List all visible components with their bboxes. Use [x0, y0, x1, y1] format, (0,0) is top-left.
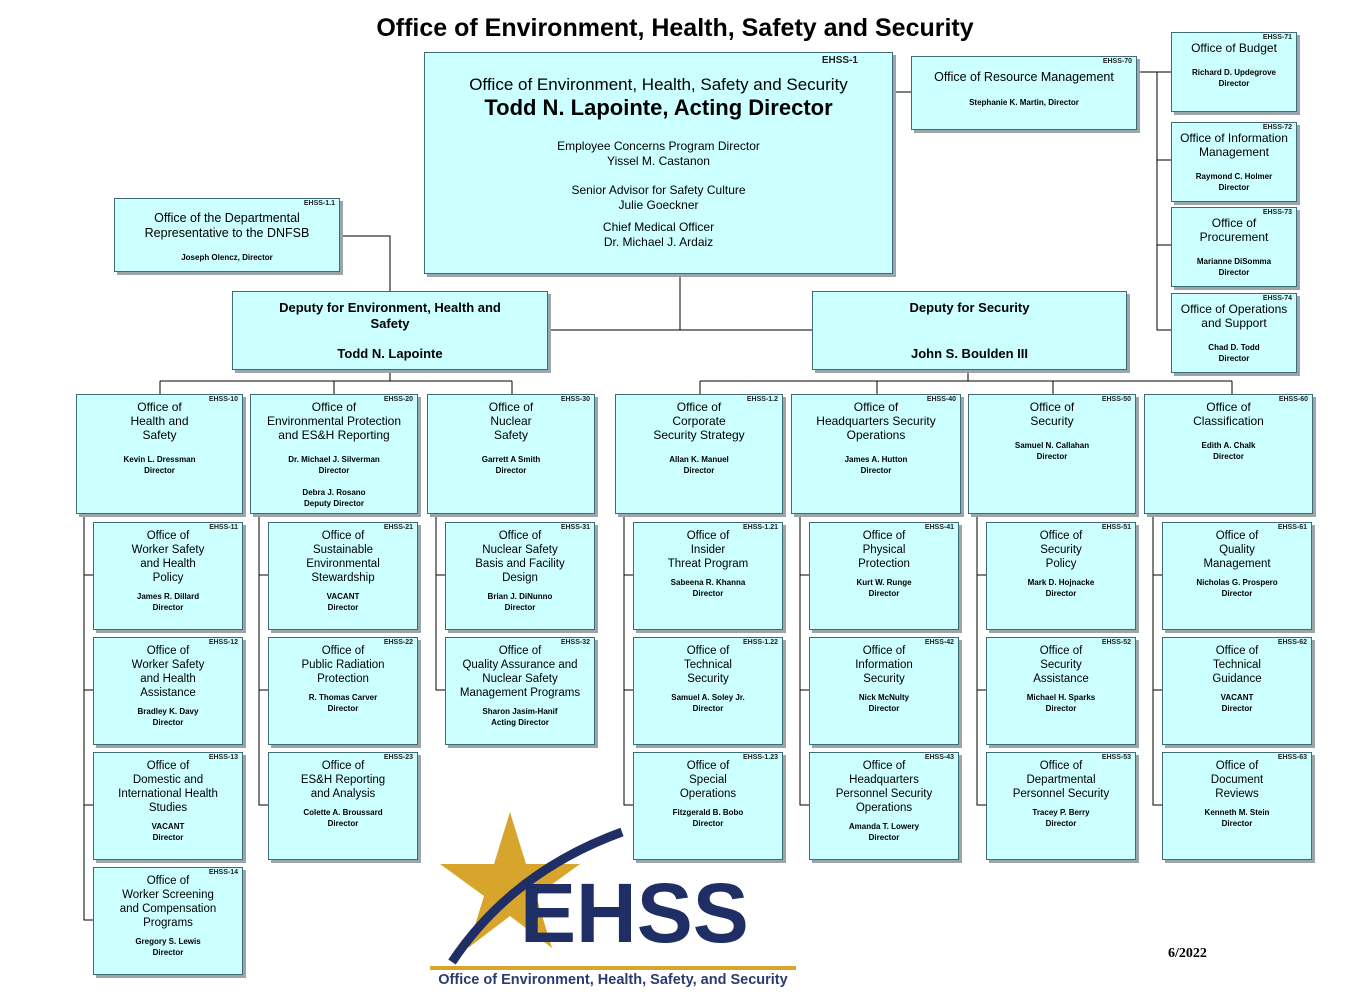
office-director: Gregory S. Lewis Director	[135, 937, 201, 957]
box-code: EHSS-42	[924, 639, 954, 646]
office-box	[1171, 207, 1297, 287]
office-director: VACANT Director	[1220, 693, 1254, 713]
office-director: Colette A. Broussard Director	[303, 808, 383, 828]
office-director: Samuel N. Callahan Director	[1014, 441, 1090, 461]
office-box	[76, 394, 243, 514]
office-title: Office of Information Management	[1180, 131, 1288, 159]
box-code: EHSS-13	[208, 754, 238, 761]
staff-role: Chief Medical Officer	[602, 220, 715, 234]
office-title: Office of Technical Guidance	[1212, 645, 1262, 685]
office-title: Office of Physical Protection	[858, 530, 910, 570]
office-box	[968, 394, 1136, 514]
box-code: EHSS-50	[1101, 396, 1131, 403]
office-box	[986, 752, 1136, 860]
office-director: Nicholas G. Prospero Director	[1196, 578, 1278, 598]
office-director: Fitzgerald B. Bobo Director	[672, 808, 744, 828]
page-title: Office of Environment, Health, Safety and Security	[376, 14, 974, 42]
box-code: EHSS-53	[1101, 754, 1131, 761]
office-box	[93, 522, 243, 630]
office-director: Garrett A Smith Director	[481, 455, 541, 475]
office-title: Office of Resource Management	[934, 70, 1114, 84]
deputy-title: Deputy for Environment, Health and Safety	[279, 300, 501, 331]
office-director: Marianne DiSomma Director	[1196, 257, 1272, 277]
deputy-name: John S. Boulden III	[911, 346, 1028, 361]
office-director: James A. Hutton Director	[844, 455, 908, 475]
box-code: EHSS-11	[209, 524, 238, 531]
office-box	[986, 637, 1136, 745]
office-director: Chad D. Todd Director	[1208, 343, 1260, 363]
dnfsb-box	[114, 198, 340, 272]
office-title: Office of Information Security	[855, 645, 913, 685]
office-title: Office of Environmental Protection and ES&H Reporting	[266, 400, 402, 442]
office-box	[633, 522, 783, 630]
office-title: Office of Operations and Support	[1180, 302, 1288, 330]
box-code: EHSS-20	[383, 396, 413, 403]
staff-role: Senior Advisor for Safety Culture	[571, 183, 746, 197]
chart-date: 6/2022	[1168, 946, 1207, 961]
office-title: Office of Security Policy	[1039, 530, 1083, 570]
office-title: Office of Public Radiation Protection	[301, 645, 385, 685]
box-code: EHSS-43	[924, 754, 954, 761]
box-code: EHSS-31	[560, 524, 590, 531]
office-director: Mark D. Hojnacke Director	[1027, 578, 1095, 598]
office-director: Kenneth M. Stein Director	[1204, 808, 1270, 828]
office-title: Office of Security Assistance	[1033, 645, 1089, 685]
office-box	[93, 752, 243, 860]
office-director: Dr. Michael J. Silverman Director Debra J. Rosano Deputy Director	[288, 455, 380, 508]
resource-management-box	[911, 56, 1137, 130]
office-title: Office of Quality Management	[1203, 530, 1271, 570]
office-title: Office of Budget	[1191, 41, 1277, 55]
office-box	[633, 637, 783, 745]
office-title: Office of Security	[1029, 400, 1075, 428]
office-box	[93, 637, 243, 745]
office-director: Sabeena R. Khanna Director	[670, 578, 746, 598]
office-director: Nick McNulty Director	[858, 693, 910, 713]
office-title: Office of Headquarters Personnel Security Operations	[835, 760, 933, 814]
office-director: James R. Dillard Director	[136, 592, 200, 612]
office-box	[1144, 394, 1313, 514]
office-box	[615, 394, 783, 514]
office-box	[1162, 522, 1312, 630]
box-code: EHSS-1.22	[742, 639, 778, 646]
office-box	[427, 394, 595, 514]
office-box	[1171, 32, 1297, 112]
office-box	[445, 637, 595, 745]
office-title: Office of ES&H Reporting and Analysis	[300, 760, 386, 800]
box-code: EHSS-74	[1262, 295, 1292, 302]
office-director: Stephanie K. Martin, Director	[969, 98, 1079, 107]
deputy-title: Deputy for Security	[909, 300, 1030, 315]
office-title: Office of Nuclear Safety	[488, 400, 534, 442]
box-code: EHSS-62	[1277, 639, 1307, 646]
office-director: Amanda T. Lowery Director	[848, 822, 920, 842]
office-box	[1162, 637, 1312, 745]
box-code: EHSS-1	[821, 55, 858, 66]
office-box	[791, 394, 961, 514]
staff-role: Employee Concerns Program Director	[557, 139, 760, 153]
box-code: EHSS-63	[1277, 754, 1307, 761]
deputy-name: Todd N. Lapointe	[337, 346, 443, 361]
office-box	[809, 752, 959, 860]
office-director: Joseph Olencz, Director	[181, 253, 273, 262]
office-title: Office of Quality Assurance and Nuclear Safety Management Programs	[459, 645, 581, 699]
logo-underline	[430, 966, 796, 970]
deputy-security-box	[812, 291, 1127, 370]
office-title: Office of Procurement	[1199, 216, 1269, 244]
office-director: Raymond C. Holmer Director	[1195, 172, 1273, 192]
box-code: EHSS-10	[208, 396, 238, 403]
office-director: VACANT Director	[151, 822, 185, 842]
office-box	[809, 637, 959, 745]
office-box	[809, 522, 959, 630]
office-director: Brian J. DiNunno Director	[487, 592, 553, 612]
box-code: EHSS-23	[383, 754, 413, 761]
box-code: EHSS-1.21	[742, 524, 778, 531]
office-title: Office of Departmental Personnel Security	[1012, 760, 1110, 800]
box-code: EHSS-22	[383, 639, 413, 646]
director-office: Office of Environment, Health, Safety and Security	[469, 75, 848, 94]
office-box	[1171, 293, 1297, 373]
box-code: EHSS-73	[1262, 209, 1292, 216]
logo-caption: Office of Environment, Health, Safety, and Security	[438, 972, 788, 988]
office-box	[268, 752, 418, 860]
office-title: Office of Document Reviews	[1210, 760, 1264, 800]
box-code: EHSS-32	[560, 639, 590, 646]
office-title: Office of Domestic and International Health Studies	[118, 760, 218, 814]
office-director: Allan K. Manuel Director	[669, 455, 729, 475]
office-title: Office of Special Operations	[679, 760, 737, 800]
office-box	[445, 522, 595, 630]
box-code: EHSS-12	[208, 639, 238, 646]
office-director: Samuel A. Soley Jr. Director	[671, 693, 745, 713]
office-box	[1171, 122, 1297, 202]
box-code: EHSS-41	[924, 524, 954, 531]
office-box	[1162, 752, 1312, 860]
office-director: Tracey P. Berry Director	[1032, 808, 1090, 828]
box-code: EHSS-1.23	[742, 754, 778, 761]
director-name: Todd N. Lapointe, Acting Director	[484, 95, 833, 120]
office-title: Office of Classification	[1193, 400, 1264, 428]
deputy-ehs-box	[232, 291, 548, 370]
office-director: Michael H. Sparks Director	[1026, 693, 1096, 713]
box-code: EHSS-21	[383, 524, 413, 531]
box-code: EHSS-70	[1102, 58, 1132, 65]
logo-text: EHSS	[520, 866, 749, 960]
office-title: Office of Nuclear Safety Basis and Facility Design	[475, 530, 565, 584]
staff-name: Yissel M. Castanon	[607, 154, 710, 168]
box-code: EHSS-1.2	[746, 396, 778, 403]
office-title: Office of Health and Safety	[130, 400, 189, 442]
office-title: Office of Worker Safety and Health Policy	[131, 530, 205, 584]
staff-name: Dr. Michael J. Ardaiz	[603, 235, 714, 249]
box-code: EHSS-14	[208, 869, 238, 876]
office-box	[268, 637, 418, 745]
office-title: Office of Technical Security	[684, 645, 732, 685]
box-code: EHSS-30	[560, 396, 590, 403]
office-box	[986, 522, 1136, 630]
office-director: Sharon Jasim-Hanif Acting Director	[482, 707, 558, 727]
office-director: Bradley K. Davy Director	[137, 707, 199, 727]
office-box	[250, 394, 418, 514]
director-box	[424, 52, 893, 274]
office-title: Office of Headquarters Security Operations	[816, 400, 936, 442]
office-title: Office of Insider Threat Program	[667, 530, 749, 570]
office-director: R. Thomas Carver Director	[308, 693, 378, 713]
office-title: Office of Sustainable Environmental Stewardship	[306, 530, 380, 584]
office-director: Richard D. Updegrove Director	[1191, 68, 1276, 88]
box-code: EHSS-71	[1262, 34, 1292, 41]
staff-name: Julie Goeckner	[618, 198, 699, 212]
office-title: Office of Worker Safety and Health Assistance	[131, 645, 205, 699]
office-director: Kurt W. Runge Director	[856, 578, 912, 598]
office-title: Office of the Departmental Representative to the DNFSB	[144, 211, 310, 240]
box-code: EHSS-51	[1101, 524, 1131, 531]
box-code: EHSS-72	[1262, 124, 1292, 131]
office-box	[268, 522, 418, 630]
office-box	[93, 867, 243, 975]
office-director: Kevin L. Dressman Director	[123, 455, 196, 475]
box-code: EHSS-61	[1277, 524, 1307, 531]
office-title: Office of Corporate Security Strategy	[653, 400, 745, 442]
office-title: Office of Worker Screening and Compensation Programs	[119, 875, 217, 929]
box-code: EHSS-52	[1101, 639, 1131, 646]
office-director: Edith A. Chalk Director	[1201, 441, 1256, 461]
box-code: EHSS-40	[926, 396, 956, 403]
box-code: EHSS-60	[1278, 396, 1308, 403]
office-director: VACANT Director	[326, 592, 360, 612]
box-code: EHSS-1.1	[303, 200, 335, 207]
